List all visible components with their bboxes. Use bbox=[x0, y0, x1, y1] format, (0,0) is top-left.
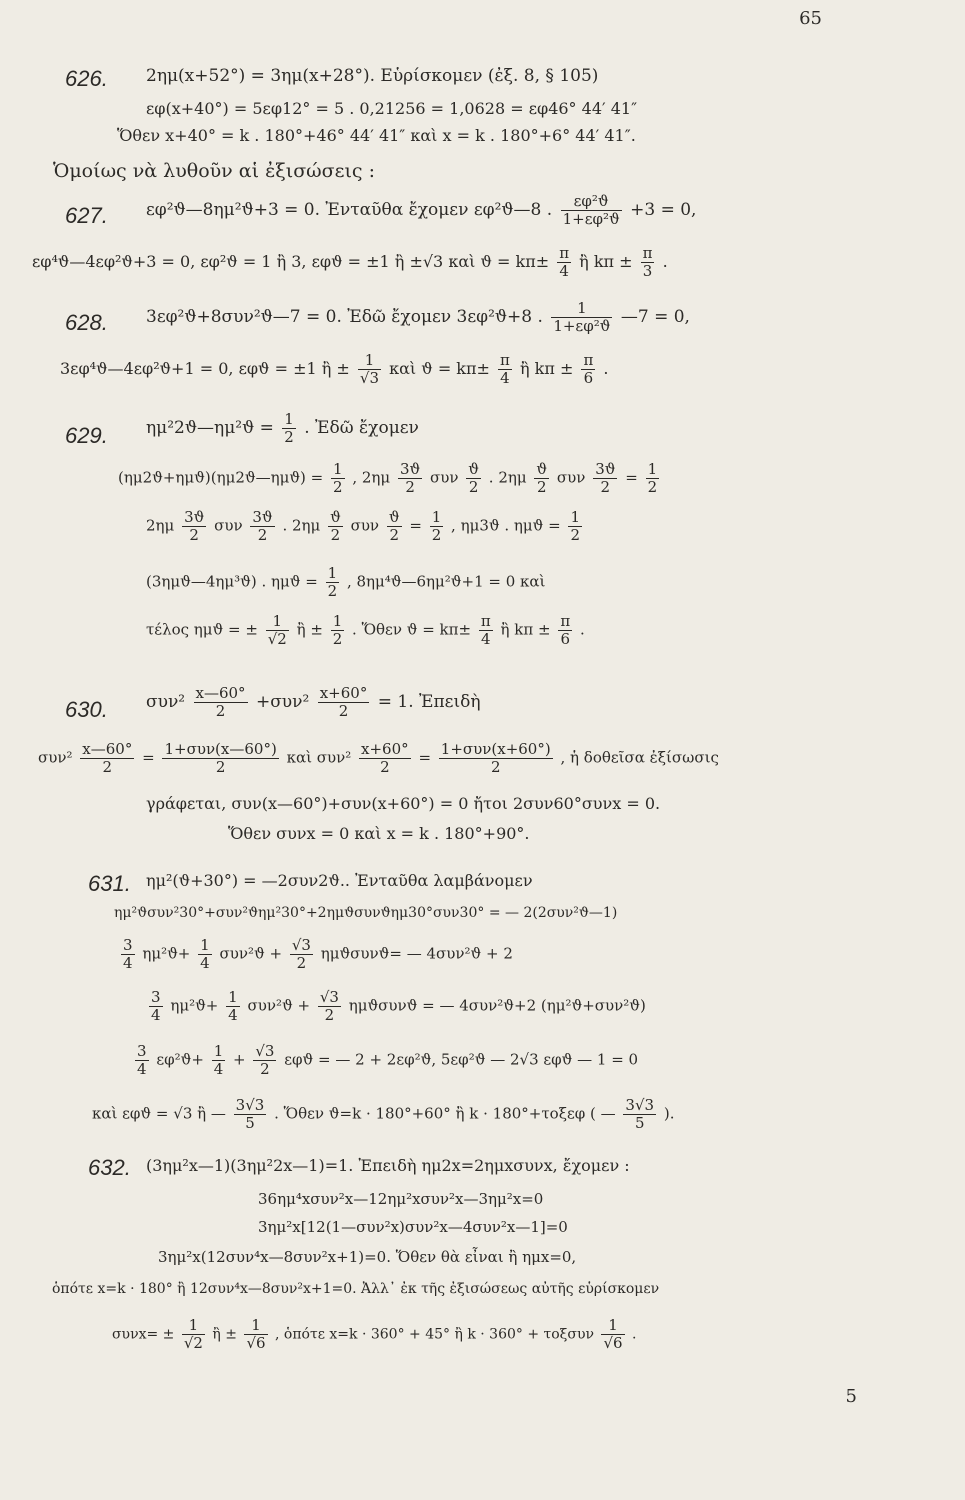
denominator: 1+εφ²ϑ bbox=[553, 317, 611, 335]
text: . Ὅθεν ϑ = kπ± bbox=[352, 620, 472, 639]
denominator: √6 bbox=[603, 1334, 623, 1352]
fraction bbox=[198, 938, 212, 971]
denominator: 6 bbox=[583, 369, 594, 387]
numerator: 1+συν(x—60°) bbox=[164, 740, 277, 758]
text: 2ημ bbox=[146, 516, 175, 535]
numerator: 1 bbox=[327, 564, 338, 582]
fraction bbox=[194, 686, 248, 719]
fraction bbox=[623, 1098, 656, 1131]
fraction bbox=[182, 1318, 205, 1351]
numerator: 1 bbox=[647, 460, 658, 478]
problem-630-line-3: γράφεται, συν(x—60°)+συν(x+60°) = 0 ἤτοι 2συν60°συνx = 0. bbox=[146, 794, 661, 813]
text: συν² bbox=[146, 692, 186, 712]
text: καὶ συν² bbox=[286, 748, 352, 767]
denominator: 2 bbox=[260, 1060, 270, 1078]
text: = bbox=[142, 748, 155, 767]
numerator: x—60° bbox=[195, 684, 246, 702]
numerator: 3√3 bbox=[235, 1096, 265, 1114]
text: —7 = 0, bbox=[620, 307, 690, 327]
text: τέλος ημϑ = ± bbox=[146, 620, 258, 639]
problem-630-line-4: Ὅθεν συνx = 0 καὶ x = k . 180°+90°. bbox=[228, 824, 530, 843]
fraction bbox=[318, 686, 370, 719]
denominator: √2 bbox=[183, 1334, 203, 1352]
fraction bbox=[534, 462, 549, 495]
fraction bbox=[226, 990, 240, 1023]
denominator: 1+εφ²ϑ bbox=[562, 210, 620, 228]
text: ἢ kπ ± bbox=[519, 359, 574, 378]
fraction bbox=[212, 1044, 226, 1077]
denominator: 2 bbox=[338, 702, 349, 720]
text: = bbox=[625, 468, 638, 487]
denominator: 6 bbox=[560, 630, 571, 648]
numerator: 1 bbox=[333, 460, 343, 478]
denominator: 2 bbox=[389, 526, 399, 544]
denominator: 4 bbox=[123, 954, 133, 972]
fraction bbox=[135, 1044, 149, 1077]
numerator: 1 bbox=[200, 936, 210, 954]
text: εφ²ϑ—8ημ²ϑ+3 = 0. Ἐνταῦθα ἔχομεν εφ²ϑ—8 . bbox=[146, 200, 553, 220]
fraction bbox=[253, 1044, 276, 1077]
fraction bbox=[244, 1318, 267, 1351]
problem-632-line-5: ὁπότε x=k · 180° ἢ 12συν⁴x—8συν²x+1=0. Ἀλλ᾽ ἐκ τῆς ἐξισώσεως αὐτῆς εὑρίσκομεν bbox=[52, 1281, 660, 1297]
denominator: √6 bbox=[246, 1334, 266, 1352]
denominator: 2 bbox=[537, 478, 547, 496]
text: συν bbox=[556, 468, 586, 487]
problem-631-line-5 bbox=[132, 1044, 638, 1077]
denominator: 5 bbox=[634, 1114, 645, 1132]
problem-630-line-2 bbox=[38, 742, 719, 775]
fraction bbox=[601, 1318, 624, 1351]
numerator: π bbox=[559, 244, 570, 262]
text: ημ²ϑ+ bbox=[142, 944, 191, 963]
problem-631-line-1: ημ²(ϑ+30°) = —2συν2ϑ.. Ἐνταῦθα λαμβάνομεν bbox=[146, 871, 533, 890]
denominator: 2 bbox=[215, 758, 226, 776]
numerator: π bbox=[642, 244, 653, 262]
fraction bbox=[318, 990, 341, 1023]
numerator: π bbox=[583, 351, 594, 369]
problem-632-line-6 bbox=[112, 1318, 636, 1351]
numerator: 1 bbox=[551, 301, 612, 318]
fraction bbox=[121, 938, 135, 971]
numerator: 1 bbox=[358, 353, 381, 370]
numerator: 1 bbox=[332, 612, 343, 630]
denominator: 2 bbox=[215, 702, 226, 720]
problem-626-line-1: 2ημ(x+52°) = 3ημ(x+28°). Εὑρίσκομεν (ἐξ. 8, § 105) bbox=[146, 66, 599, 86]
text: συν² bbox=[38, 748, 73, 767]
problem-626-line-2: εφ(x+40°) = 5εφ12° = 5 . 0,21256 = 1,0628 = εφ46° 44′ 41″ bbox=[146, 99, 638, 118]
fraction bbox=[641, 246, 655, 279]
numerator: 1 bbox=[284, 410, 294, 428]
problem-627-line-1 bbox=[146, 194, 696, 227]
problem-628-line-1 bbox=[146, 301, 690, 334]
numerator: 1 bbox=[244, 1318, 267, 1335]
denominator: 2 bbox=[570, 526, 581, 544]
fraction bbox=[266, 614, 289, 647]
problem-632-line-1: (3ημ²x—1)(3ημ²2x—1)=1. Ἐπειδὴ ημ2x=2ημxσυνx, ἔχομεν : bbox=[146, 1156, 630, 1175]
text: + bbox=[233, 1050, 246, 1069]
numerator: 1+συν(x+60°) bbox=[440, 740, 551, 758]
text: καὶ ϑ = kπ± bbox=[389, 359, 490, 378]
numerator: 3ϑ bbox=[184, 508, 205, 526]
fraction bbox=[80, 742, 134, 775]
text: ημ²2ϑ—ημ²ϑ = bbox=[146, 418, 274, 438]
fraction bbox=[646, 462, 660, 495]
fraction bbox=[149, 990, 163, 1023]
numerator: 1 bbox=[431, 508, 442, 526]
problem-630-number: 630. bbox=[65, 697, 108, 722]
numerator: 1 bbox=[213, 1042, 224, 1060]
numerator: π bbox=[480, 612, 491, 630]
text: , 2ημ bbox=[352, 468, 391, 487]
denominator: 2 bbox=[600, 478, 611, 496]
denominator: 2 bbox=[327, 582, 338, 600]
denominator: 4 bbox=[559, 262, 569, 280]
fraction bbox=[398, 462, 422, 495]
text: . 2ημ bbox=[282, 516, 321, 535]
text: = bbox=[409, 516, 422, 535]
numerator: ϑ bbox=[536, 460, 548, 478]
denominator: 5 bbox=[245, 1114, 255, 1132]
denominator: 2 bbox=[468, 478, 479, 496]
numerator: √3 bbox=[255, 1042, 275, 1060]
problem-626-number: 626. bbox=[65, 66, 108, 91]
fraction bbox=[558, 614, 572, 647]
fraction bbox=[182, 510, 206, 543]
problem-631-line-6 bbox=[92, 1098, 674, 1131]
text: εφϑ = — 2 + 2εφ²ϑ, 5εφ²ϑ — 2√3 εφϑ — 1 = 0 bbox=[284, 1050, 639, 1069]
denominator: 3 bbox=[642, 262, 653, 280]
fraction bbox=[557, 246, 571, 279]
numerator: x+60° bbox=[361, 740, 409, 758]
fraction bbox=[234, 1098, 267, 1131]
problem-631-number: 631. bbox=[88, 871, 131, 896]
fraction bbox=[568, 510, 582, 543]
text: συν²ϑ + bbox=[219, 944, 283, 963]
text: . bbox=[632, 1326, 637, 1343]
text: . bbox=[579, 620, 585, 639]
denominator: 2 bbox=[189, 526, 199, 544]
fraction bbox=[326, 566, 340, 599]
fraction bbox=[439, 742, 553, 775]
text: = bbox=[418, 748, 432, 767]
text: (ημ2ϑ+ημϑ)(ημ2ϑ—ημϑ) = bbox=[118, 468, 324, 487]
text: , 8ημ⁴ϑ—6ημ²ϑ+1 = 0 καὶ bbox=[346, 572, 546, 591]
numerator: 1 bbox=[601, 1318, 624, 1335]
problem-632-line-3: 3ημ²x[12(1—συν²x)συν²x—4συν²x—1]=0 bbox=[258, 1218, 568, 1236]
denominator: 4 bbox=[481, 630, 491, 648]
denominator: 4 bbox=[200, 954, 210, 972]
denominator: 2 bbox=[333, 478, 343, 496]
fraction bbox=[551, 301, 612, 334]
numerator: 3ϑ bbox=[252, 508, 273, 526]
denominator: 2 bbox=[324, 1006, 335, 1024]
problem-629-line-1 bbox=[146, 412, 419, 445]
denominator: 2 bbox=[296, 954, 307, 972]
denominator: 2 bbox=[647, 478, 658, 496]
text: ημϑσυνϑ = — 4συν²ϑ+2 (ημ²ϑ+συν²ϑ) bbox=[348, 996, 646, 1015]
fraction bbox=[359, 742, 411, 775]
text: +3 = 0, bbox=[630, 200, 697, 220]
problem-632-number: 632. bbox=[88, 1155, 131, 1180]
text: εφ²ϑ+ bbox=[156, 1050, 204, 1069]
fraction bbox=[290, 938, 313, 971]
fraction bbox=[479, 614, 493, 647]
text: ἢ ± bbox=[212, 1326, 237, 1343]
text: ημϑσυνϑ= — 4συν²ϑ + 2 bbox=[320, 944, 513, 963]
page-number-top: 65 bbox=[799, 8, 822, 29]
numerator: ϑ bbox=[330, 508, 341, 526]
fraction bbox=[162, 742, 278, 775]
problem-629-line-2 bbox=[118, 462, 662, 495]
text: +συν² bbox=[255, 692, 310, 712]
fraction bbox=[331, 614, 345, 647]
denominator: 2 bbox=[380, 758, 390, 776]
text: . bbox=[603, 359, 609, 378]
problem-629-number: 629. bbox=[65, 423, 108, 448]
problem-628-line-2 bbox=[60, 353, 608, 386]
problem-629-line-3 bbox=[146, 510, 585, 543]
problem-632-line-4: 3ημ²x(12συν⁴x—8συν²x+1)=0. Ὅθεν θὰ εἶναι ἢ ημx=0, bbox=[158, 1248, 577, 1266]
text: συν bbox=[430, 468, 459, 487]
page-number-bottom: 5 bbox=[845, 1386, 857, 1407]
numerator: √3 bbox=[291, 936, 311, 954]
fraction bbox=[250, 510, 274, 543]
text: = 1. Ἐπειδὴ bbox=[377, 692, 481, 712]
text: (3ημϑ—4ημ³ϑ) . ημϑ = bbox=[146, 572, 318, 591]
denominator: 2 bbox=[284, 428, 294, 446]
denominator: 4 bbox=[500, 369, 510, 387]
numerator: 1 bbox=[266, 614, 289, 631]
numerator: π bbox=[560, 612, 571, 630]
denominator: √2 bbox=[267, 630, 287, 648]
numerator: 1 bbox=[182, 1318, 205, 1335]
fraction bbox=[593, 462, 617, 495]
fraction bbox=[328, 510, 343, 543]
denominator: 2 bbox=[490, 758, 501, 776]
numerator: √3 bbox=[319, 988, 339, 1006]
numerator: 3 bbox=[151, 988, 161, 1006]
text: . Ὅθεν ϑ=k · 180°+60° ἢ k · 180°+τοξεφ ( — bbox=[274, 1104, 616, 1123]
problem-627-line-2 bbox=[32, 246, 668, 279]
fraction bbox=[430, 510, 444, 543]
denominator: 4 bbox=[151, 1006, 161, 1024]
problem-631-line-4 bbox=[146, 990, 646, 1023]
fraction bbox=[331, 462, 345, 495]
text: . Ἐδῶ ἔχομεν bbox=[304, 418, 419, 438]
text: , ἡ δοθεῖσα ἐξίσωσις bbox=[560, 748, 719, 767]
numerator: 3 bbox=[137, 1042, 147, 1060]
denominator: 4 bbox=[228, 1006, 238, 1024]
fraction bbox=[282, 412, 296, 445]
denominator: 2 bbox=[257, 526, 268, 544]
fraction bbox=[581, 353, 595, 386]
problem-631-line-2: ημ²ϑσυν²30°+συν²ϑημ²30°+2ημϑσυνϑημ30°συν30° = — 2(2συν²ϑ—1) bbox=[114, 905, 618, 921]
numerator: εφ²ϑ bbox=[561, 194, 622, 211]
numerator: 1 bbox=[570, 508, 581, 526]
numerator: 3√3 bbox=[625, 1096, 655, 1114]
problem-632-line-2: 36ημ⁴xσυν²x—12ημ²xσυν²x—3ημ²x=0 bbox=[258, 1190, 544, 1208]
section-heading: Ὁμοίως νὰ λυθοῦν αἱ ἐξισώσεις : bbox=[53, 160, 376, 182]
text: ). bbox=[663, 1104, 675, 1123]
denominator: 2 bbox=[332, 630, 343, 648]
text: ημ²ϑ+ bbox=[170, 996, 219, 1015]
text: συν²ϑ + bbox=[247, 996, 311, 1015]
text: εφ⁴ϑ—4εφ²ϑ+3 = 0, εφ²ϑ = 1 ἢ 3, εφϑ = ±1 ἢ ±√3 καὶ ϑ = kπ± bbox=[32, 252, 550, 271]
numerator: ϑ bbox=[388, 508, 400, 526]
numerator: 3 bbox=[123, 936, 133, 954]
denominator: 2 bbox=[405, 478, 415, 496]
problem-627-number: 627. bbox=[65, 203, 108, 228]
numerator: ϑ bbox=[468, 460, 480, 478]
denominator: 4 bbox=[213, 1060, 224, 1078]
text: . bbox=[662, 252, 668, 271]
text: . 2ημ bbox=[488, 468, 527, 487]
denominator: 2 bbox=[431, 526, 442, 544]
fraction bbox=[387, 510, 402, 543]
text: , ὁπότε x=k · 360° + 45° ἢ k · 360° + τοξσυν bbox=[275, 1326, 594, 1343]
problem-630-line-1 bbox=[146, 686, 481, 719]
numerator: 3ϑ bbox=[399, 460, 421, 478]
numerator: 3ϑ bbox=[595, 460, 616, 478]
numerator: x—60° bbox=[82, 740, 133, 758]
fraction bbox=[498, 353, 512, 386]
problem-631-line-3 bbox=[118, 938, 513, 971]
problem-629-line-4 bbox=[146, 566, 545, 599]
denominator: √3 bbox=[359, 369, 380, 387]
denominator: 2 bbox=[102, 758, 113, 776]
numerator: π bbox=[500, 351, 510, 369]
numerator: 1 bbox=[228, 988, 238, 1006]
fraction bbox=[561, 194, 622, 227]
fraction bbox=[466, 462, 481, 495]
text: συν bbox=[350, 516, 380, 535]
text: ἢ kπ ± bbox=[500, 620, 551, 639]
denominator: 2 bbox=[330, 526, 341, 544]
text: συνx= ± bbox=[112, 1326, 175, 1343]
problem-629-line-5 bbox=[146, 614, 585, 647]
text: ἢ kπ ± bbox=[579, 252, 633, 271]
fraction bbox=[358, 353, 381, 386]
numerator: x+60° bbox=[319, 684, 368, 702]
problem-628-number: 628. bbox=[65, 310, 108, 335]
text: 3εφ⁴ϑ—4εφ²ϑ+1 = 0, εφϑ = ±1 ἢ ± bbox=[60, 359, 350, 378]
text: καὶ εφϑ = √3 ἢ — bbox=[92, 1104, 226, 1123]
text: συν bbox=[214, 516, 243, 535]
problem-626-line-3: Ὅθεν x+40° = k . 180°+46° 44′ 41″ καὶ x = k . 180°+6° 44′ 41″. bbox=[117, 126, 636, 145]
text: ἢ ± bbox=[296, 620, 323, 639]
text: , ημ3ϑ . ημϑ = bbox=[451, 516, 561, 535]
text: 3εφ²ϑ+8συν²ϑ—7 = 0. Ἐδῶ ἔχομεν 3εφ²ϑ+8 . bbox=[146, 307, 543, 327]
denominator: 4 bbox=[137, 1060, 147, 1078]
